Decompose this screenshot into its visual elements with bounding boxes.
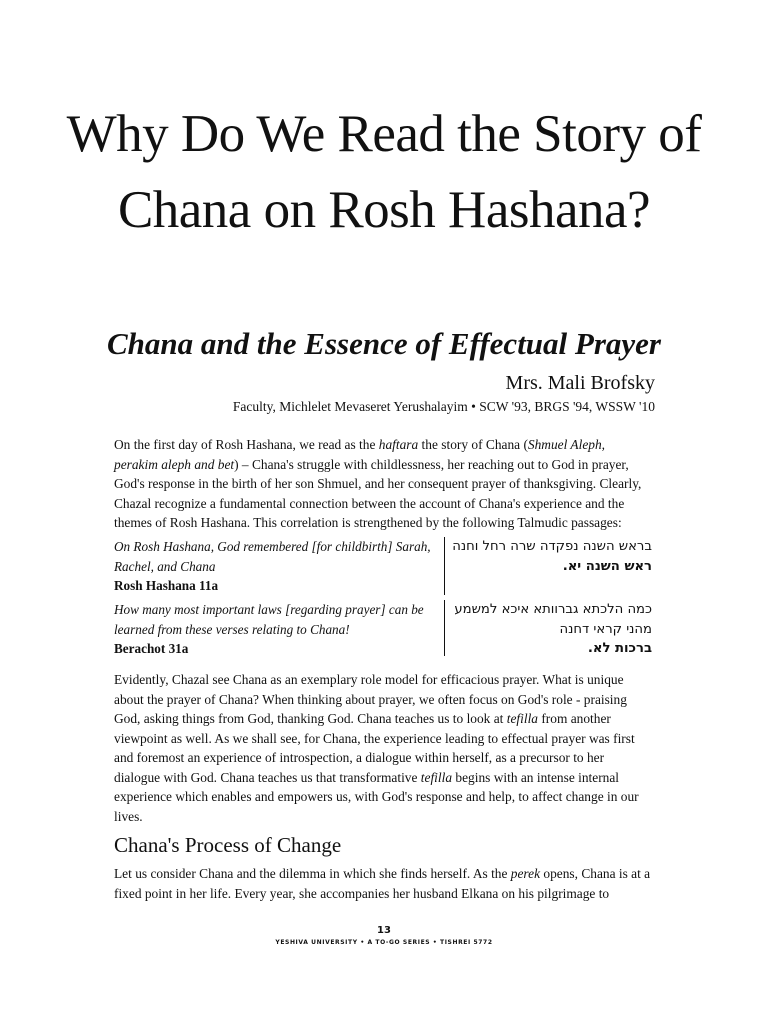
- quote-source-hebrew: ראש השנה יא.: [562, 558, 652, 574]
- tefilla-term: tefilla: [506, 711, 538, 726]
- quote-english: How many most important laws [regarding prayer] can be learned from these verses relating to Chana! Berachot 31a: [114, 602, 424, 656]
- quote-source-hebrew: ברכות לא.: [587, 641, 652, 656]
- quote-hebrew: בראש השנה נפקדה שרה רחל וחנה ראש השנה יא.: [452, 539, 652, 574]
- perek-term: perek: [510, 866, 541, 881]
- quote-source-english: Berachot 31a: [114, 641, 189, 656]
- haftara-term: haftara: [378, 437, 419, 452]
- publication-footer: YESHIVA UNIVERSITY • A TO-GO SERIES • TISHREI 5772: [275, 939, 493, 946]
- intro-paragraph: On the first day of Rosh Hashana, we read as the haftara the story of Chana (Shmuel Aleph, perakim aleph and bet) – Chana's struggle with childlessness, her reaching out to God in prayer, God's response in the birth of her son Shmuel, and her consequent prayer of thanksgiving. Clearly, Chazal recognize a fundamental connection between the account of Chana's experience and the themes of Rosh Hashana. This correlation is strengthened by the following Talmudic passages:: [114, 437, 642, 530]
- source-reference: Shmuel Aleph, perakim aleph and bet: [114, 437, 606, 472]
- page-number: 13: [377, 925, 391, 936]
- quote-hebrew: כמה הלכתא גברוותא איכא למשמע מהני קראי דחנה ברכות לא.: [454, 602, 652, 656]
- talmud-quote-berachot: [114, 600, 652, 656]
- quote-english: On Rosh Hashana, God remembered [for childbirth] Sarah, Rachel, and Chana Rosh Hashana 11a: [114, 539, 431, 593]
- author-affiliation: Faculty, Michlelet Mevaseret Yerushalayim • SCW '93, BRGS '94, WSSW '10: [232, 399, 655, 414]
- tefilla-term: tefilla: [420, 769, 453, 785]
- analysis-paragraph: Evidently, Chazal see Chana as an exemplary role model for efficacious prayer. What is unique about the prayer of Chana? When thinking about prayer, we often focus on God's role - praising God, asking things from God, thanking God. Chana teaches us to look at tefilla from another viewpoint as well. As we shall see, for Chana, the experience leading to effectual prayer was first and foremost an experience of introspection, a dialogue within herself, as a precursor to her dialogue with God. Chana teaches us that transformative tefilla begins with an intense internal experience which enables and empowers us, with God's response and help, to affect change in our lives.: [114, 672, 639, 824]
- article-title: Why Do We Read the Story of Chana on Rosh Hashana?: [66, 105, 702, 239]
- section-heading: Chana's Process of Change: [114, 833, 342, 857]
- section-paragraph: Let us consider Chana and the dilemma in which she finds herself. As the perek opens, Chana is at a fixed point in her life. Every year, she accompanies her husband Elkana on his pilgrimage to: [114, 866, 651, 901]
- talmud-quote-rosh-hashana: [114, 537, 652, 595]
- article-subtitle: Chana and the Essence of Effectual Prayer: [107, 326, 661, 361]
- quote-source-english: Rosh Hashana 11a: [114, 578, 219, 593]
- author-name: Mrs. Mali Brofsky: [505, 372, 655, 394]
